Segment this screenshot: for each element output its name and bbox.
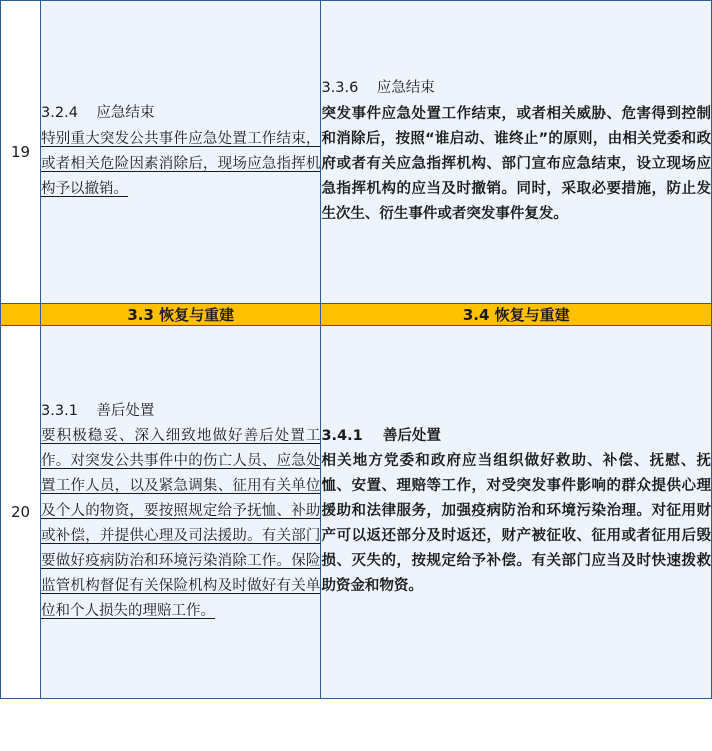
right-paragraph: 突发事件应急处置工作结束，或者相关威胁、危害得到控制和消除后，按照“谁启动、谁终止”的原则，由相关党委和政府或者有关应急指挥机构、部门宣布应急结束，设立现场应急指挥机构的应当及时撤销。同时，采取必要措施，防止发生次生、衍生事件或者突发事件复发。 (321, 105, 711, 222)
left-paragraph: 要积极稳妥、深入细致地做好善后处置工作。对突发公共事件中的伤亡人员、应急处置工作人员，以及紧急调集、征用有关单位及个人的物资，要按照规定给予抚恤、补助或补偿，并提供心理及司法援助。有关部门要做好疫病防治和环境污染消除工作。保险监管机构督促有关保险机构及时做好有关单位和个人损失的理赔工作。 (41, 428, 321, 620)
table-row (1, 1, 712, 304)
section-title-right: 3.4 恢复与重建 (321, 304, 712, 326)
left-heading: 3.2.4 应急结束 (41, 105, 155, 122)
table-row (1, 326, 712, 699)
row-number-cell: 20 (1, 326, 41, 699)
left-content-cell (41, 1, 321, 304)
section-header-row (1, 304, 712, 326)
right-heading: 3.4.1 善后处置 (321, 427, 441, 444)
right-content-cell (321, 1, 712, 304)
left-content-cell (41, 326, 321, 699)
row-number-cell: 19 (1, 1, 41, 304)
right-heading: 3.3.6 应急结束 (321, 80, 435, 97)
right-paragraph: 相关地方党委和政府应当组织做好救助、补偿、抚慰、抚恤、安置、理赔等工作，对受突发事件影响的群众提供心理援助和法律服务，加强疫病防治和环境污染治理。对征用财产可以返还部分及时返还，财产被征收、征用或者征用后毁损、灭失的，按规定给予补偿。有关部门应当及时快速拨救助资金和物资。 (321, 453, 711, 595)
left-heading: 3.3.1 善后处置 (41, 403, 155, 420)
section-number-cell (1, 304, 41, 326)
section-title-left: 3.3 恢复与重建 (41, 304, 321, 326)
left-paragraph: 特别重大突发公共事件应急处置工作结束，或者相关危险因素消除后，现场应急指挥机构予以撤销。 (41, 130, 321, 197)
right-content-cell (321, 326, 712, 699)
